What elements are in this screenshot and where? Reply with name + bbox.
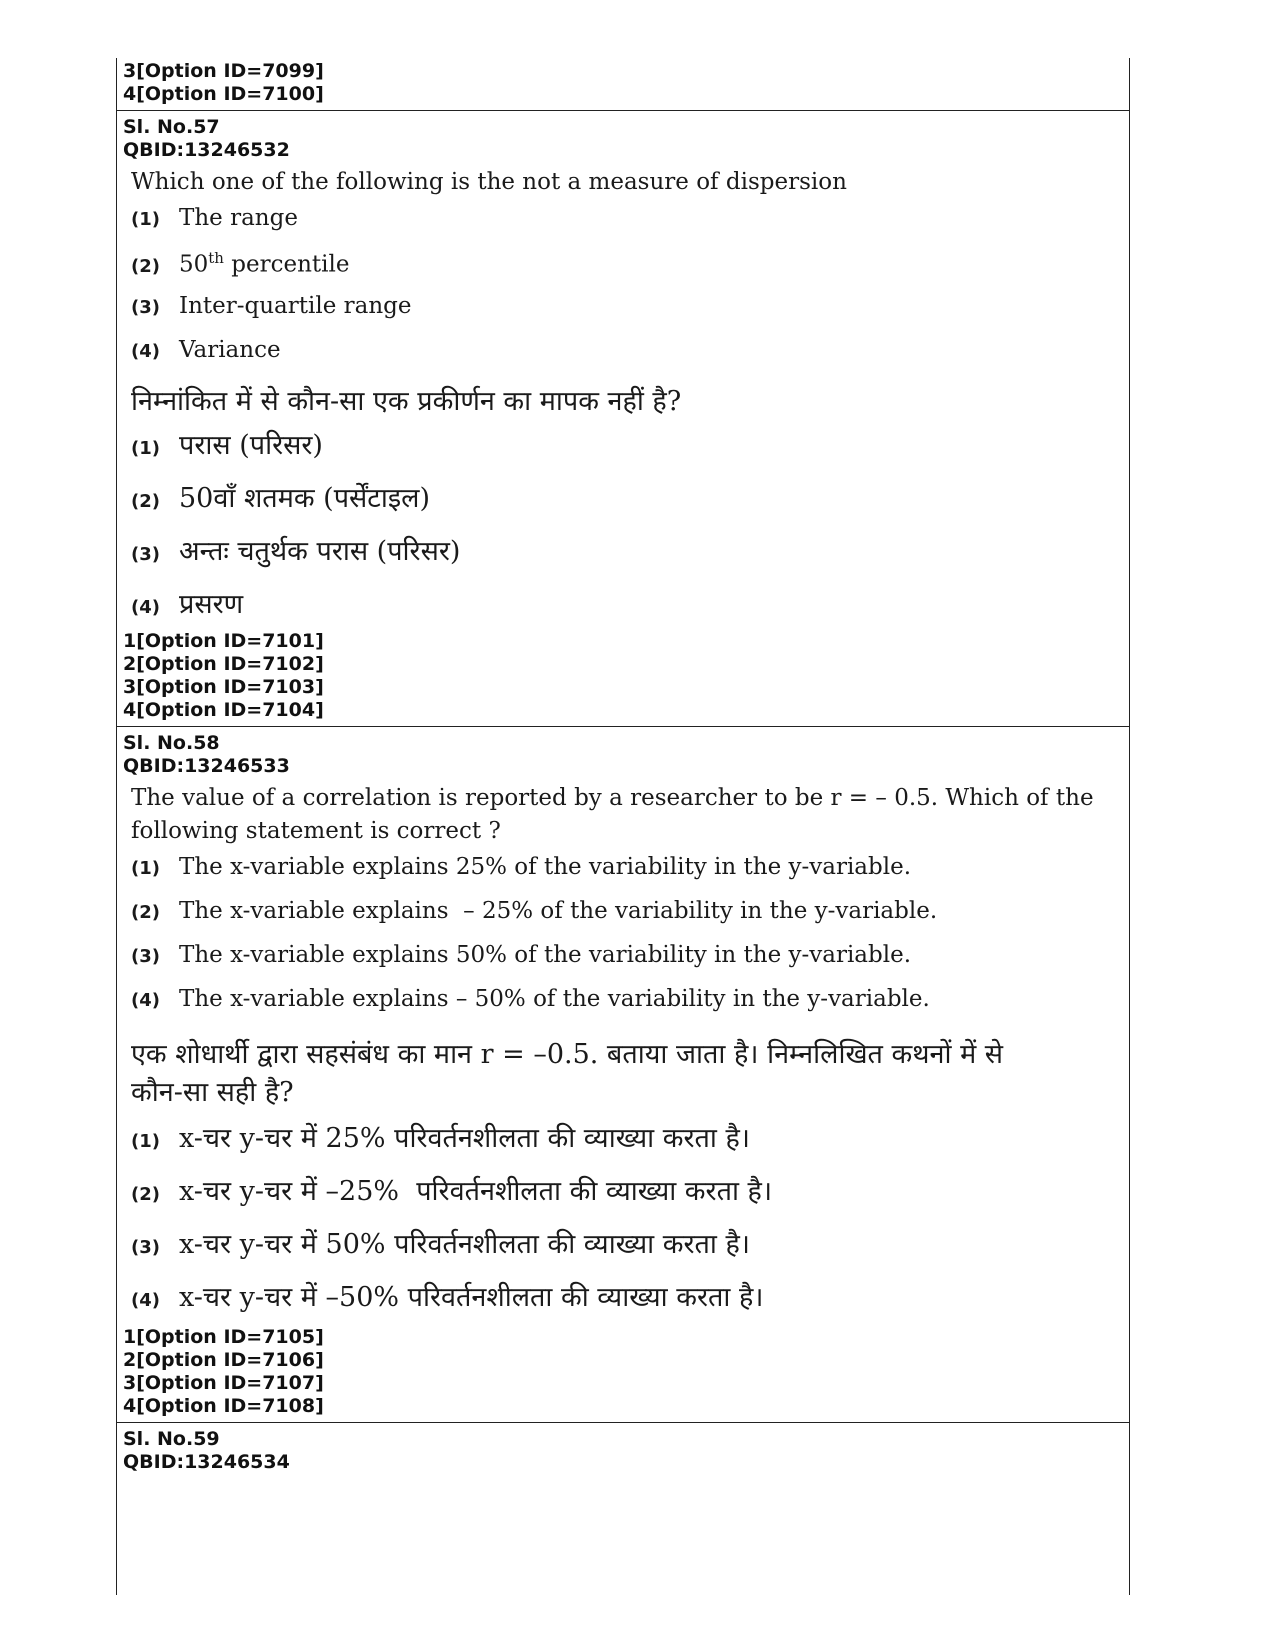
- option-id-line: 4[Option ID=7100]: [123, 83, 324, 105]
- option-text: The x-variable explains – 50% of the variability in the y-variable.: [179, 986, 930, 1012]
- option-number: (1): [131, 858, 160, 879]
- option-text: Variance: [179, 337, 281, 363]
- option-hi: [117, 531, 1129, 584]
- option-hi: [117, 1224, 1129, 1277]
- sl-no: Sl. No.59: [123, 1428, 220, 1450]
- option-text: The range: [179, 205, 298, 231]
- option-en: [117, 337, 1129, 381]
- option-id-line: 4[Option ID=7104]: [123, 699, 324, 721]
- option-text: 50वाँ शतमक (पर्सेंटाइल): [179, 483, 430, 514]
- option-number: (2): [131, 1184, 160, 1205]
- separator: [117, 110, 1129, 111]
- option-hi: [117, 478, 1129, 531]
- question-57: [117, 116, 1129, 637]
- option-text: 50th percentile: [179, 249, 350, 278]
- option-en: [117, 942, 1129, 986]
- option-text: x-चर y-चर में –25% परिवर्तनशीलता की व्याख्या करता है।: [179, 1176, 773, 1207]
- option-id-line: 3[Option ID=7103]: [123, 676, 324, 698]
- option-en: [117, 986, 1129, 1030]
- option-id-line: 3[Option ID=7107]: [123, 1372, 324, 1394]
- question-59: [117, 1428, 1129, 1474]
- option-number: (4): [131, 1290, 160, 1311]
- separator: [117, 726, 1129, 727]
- sl-no: Sl. No.58: [123, 732, 220, 754]
- qbid: QBID:13246533: [123, 755, 290, 777]
- option-id-line: 3[Option ID=7099]: [123, 60, 324, 82]
- option-text: The x-variable explains – 25% of the variability in the y-variable.: [179, 898, 938, 924]
- option-hi: [117, 1171, 1129, 1224]
- option-en: [117, 249, 1129, 293]
- option-en: [117, 205, 1129, 249]
- option-number: (1): [131, 438, 160, 459]
- option-en: [117, 854, 1129, 898]
- option-hi: [117, 1277, 1129, 1330]
- option-hi: [117, 425, 1129, 478]
- option-number: (1): [131, 1131, 160, 1152]
- option-number: (4): [131, 597, 160, 618]
- question-text-hi: एक शोधार्थी द्वारा सहसंबंध का मान r = –0.5. बताया जाता है। निम्नलिखित कथनों में से कौन-सा सही है?: [131, 1039, 1004, 1108]
- option-number: (4): [131, 990, 160, 1011]
- question-text-en: Which one of the following is the not a measure of dispersion: [131, 169, 847, 195]
- option-en: [117, 898, 1129, 942]
- option-number: (1): [131, 209, 160, 230]
- q56-option-ids: [117, 60, 1129, 106]
- option-number: (4): [131, 341, 160, 362]
- option-id-line: 1[Option ID=7101]: [123, 630, 324, 652]
- option-number: (3): [131, 544, 160, 565]
- option-number: (2): [131, 491, 160, 512]
- question-sheet: [116, 58, 1130, 1595]
- option-id-line: 2[Option ID=7102]: [123, 653, 324, 675]
- option-number: (3): [131, 297, 160, 318]
- q57-header: [117, 116, 1129, 162]
- option-text: x-चर y-चर में –50% परिवर्तनशीलता की व्याख्या करता है।: [179, 1282, 764, 1313]
- q57-option-ids: [117, 630, 1129, 722]
- option-text: अन्तः चतुर्थक परास (परिसर): [179, 536, 461, 567]
- option-number: (3): [131, 946, 160, 967]
- qbid: QBID:13246534: [123, 1451, 290, 1473]
- option-text: Inter-quartile range: [179, 293, 412, 319]
- option-number: (2): [131, 902, 160, 923]
- option-text: परास (परिसर): [179, 430, 323, 461]
- separator: [117, 1422, 1129, 1423]
- question-text-hi: निम्नांकित में से कौन-सा एक प्रकीर्णन का मापक नहीं है?: [131, 386, 682, 417]
- question-58: [117, 732, 1129, 1330]
- q58-header: [117, 732, 1129, 778]
- q58-option-ids: [117, 1326, 1129, 1418]
- option-text: x-चर y-चर में 25% परिवर्तनशीलता की व्याख्या करता है।: [179, 1123, 751, 1154]
- option-id-line: 2[Option ID=7106]: [123, 1349, 324, 1371]
- question-text-en: The value of a correlation is reported by a researcher to be r = – 0.5. Which of the following statement is correct ?: [131, 785, 1094, 844]
- option-en: [117, 293, 1129, 337]
- option-id-line: 1[Option ID=7105]: [123, 1326, 324, 1348]
- option-text: प्रसरण: [179, 589, 244, 620]
- sl-no: Sl. No.57: [123, 116, 220, 138]
- option-hi: [117, 1118, 1129, 1171]
- option-number: (3): [131, 1237, 160, 1258]
- option-id-line: 4[Option ID=7108]: [123, 1395, 324, 1417]
- option-number: (2): [131, 255, 160, 277]
- qbid: QBID:13246532: [123, 139, 290, 161]
- option-text: The x-variable explains 25% of the variability in the y-variable.: [179, 854, 912, 880]
- option-text: x-चर y-चर में 50% परिवर्तनशीलता की व्याख्या करता है।: [179, 1229, 751, 1260]
- option-text: The x-variable explains 50% of the variability in the y-variable.: [179, 942, 912, 968]
